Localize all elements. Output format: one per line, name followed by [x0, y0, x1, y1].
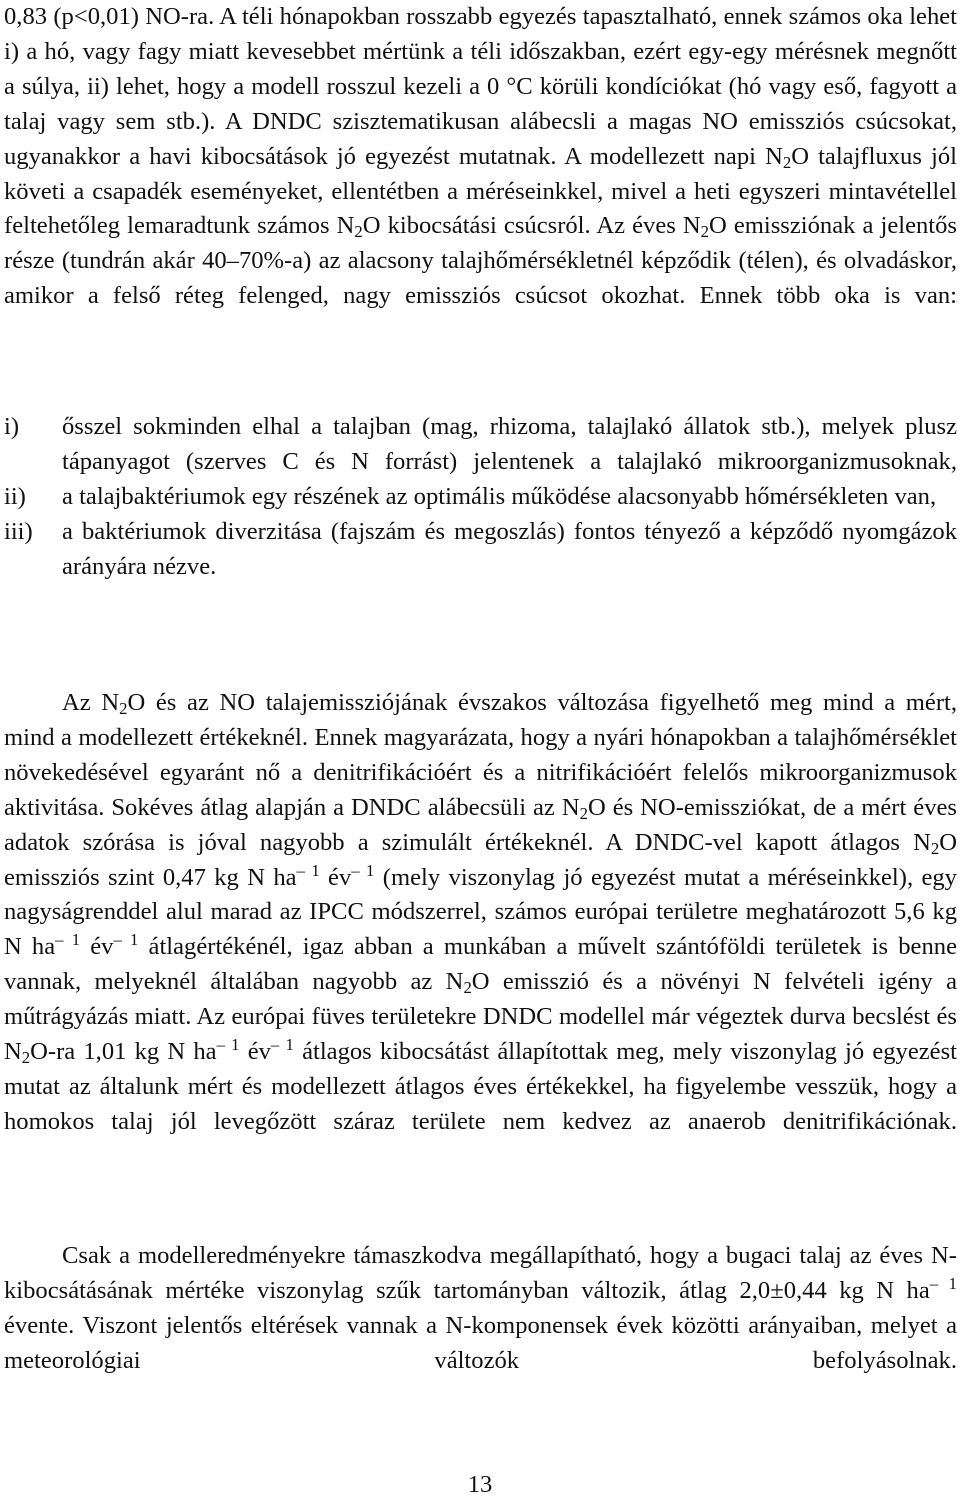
- paragraph-3: Csak a modelleredményekre támaszkodva megállapítható, hogy a bugaci talaj az éves N-kibocsátásának mértéke viszonylag szűk tartományban változik, átlag 2,0±0,44 kg N $ha^{- 1}$ évente. Viszont jelentős eltérések vannak a N-komponensek évek közötti arányaiban, melyet a meteorológiai változók befolyásolnak.: [4, 1242, 957, 1374]
- paragraph-2: Az $N_2O$ és az NO talajemissziójának évszakos változása figyelhető meg mind a mért, mind a modellezett értékeknél. Ennek magyarázata, hogy a nyári hónapokban a talajhőmérséklet növekedésével egyaránt nő a denitrifikációért és a nitrifikációért felelős mikroorganizmusok aktivitása. Sokéves átlag alapján a DNDC alábecsüli az $N_2O$ és NO-emissziókat, de a mért éves adatok szórása is jóval nagyobb a szimulált értékeknél. A DNDC-vel kapott átlagos $N_2O$ emissziós szint 0,47 kg N $ha^{- 1}$ $év^{- 1}$ (mely viszonylag jó egyezést mutat a méréseinkkel), egy nagyságrenddel alul marad az IPCC módszerrel, számos európai területre meghatározott 5,6 kg N $ha^{- 1}$ $év^{- 1}$ átlagértékénél, igaz abban a munkában a művelt szántóföldi területek is benne vannak, melyeknél általában nagyobb az $N_2O$ emisszió és a növényi N felvételi igény a műtrágyázás miatt. Az európai füves területekre DNDC modellel már végeztek durva becslést és $N_2O-ra$ 1,01 kg N $ha^{- 1}$ $év^{- 1}$ átlagos kibocsátást állapítottak meg, mely viszonylag jó egyezést mutat az általunk mért és modellezett átlagos éves értékekkel, ha figyelembe vesszük, hogy a homokos talaj jól levegőzött száraz területe nem kedvez az anaerob denitrifikációnak.: [4, 689, 958, 1135]
- list-item: ii) a talajbaktériumok egy részének az optimális működése alacsonyabb hőmérsékleten van,: [4, 482, 937, 510]
- list-item: iii) a baktériumok diverzitása (fajszám és megoszlás) fontos tényező a képződő nyomgázok arányára nézve.: [4, 517, 957, 580]
- list-item: i) ősszel sokminden elhal a talajban (mag, rhizoma, talajlakó állatok stb.), melyek plusz tápanyagot (szerves C és N forrást) jelentenek a talajlakó mikroorganizmusoknak,: [4, 413, 957, 475]
- paragraph-1: 0,83 (p<0,01) NO-ra. A téli hónapokban rosszabb egyezés tapasztalható, ennek számos oka lehet i) a hó, vagy fagy miatt kevesebbet mértünk a téli időszakban, ezért egy-egy mérésnek megnőtt a súlya, ii) lehet, hogy a modell rosszul kezeli a 0 °C körüli kondíciókat (hó vagy eső, fagyott a talaj vagy sem stb.). A DNDC szisztematikusan alábecsli a magas NO emissziós csúcsokat, ugyanakkor a havi kibocsátások jó egyezést mutatnak. A modellezett napi $N_2O$ talajfluxus jól követi a csapadék eseményeket, ellentétben a méréseinkkel, mivel a heti egyszeri mintavétellel feltehetőleg lemaradtunk számos $N_2O$ kibocsátási csúcsról. Az éves $N_2O$ emissziónak a jelentős része (tundrán akár 40–70%-a) az alacsony talajhőmérsékletnél képződik (télen), és olvadáskor, amikor a felső réteg felenged, nagy emissziós csúcsot okozhat. Ennek több oka is van:: [4, 3, 957, 310]
- reason-list: [4, 410, 957, 585]
- page-number: 13: [467, 1471, 493, 1498]
